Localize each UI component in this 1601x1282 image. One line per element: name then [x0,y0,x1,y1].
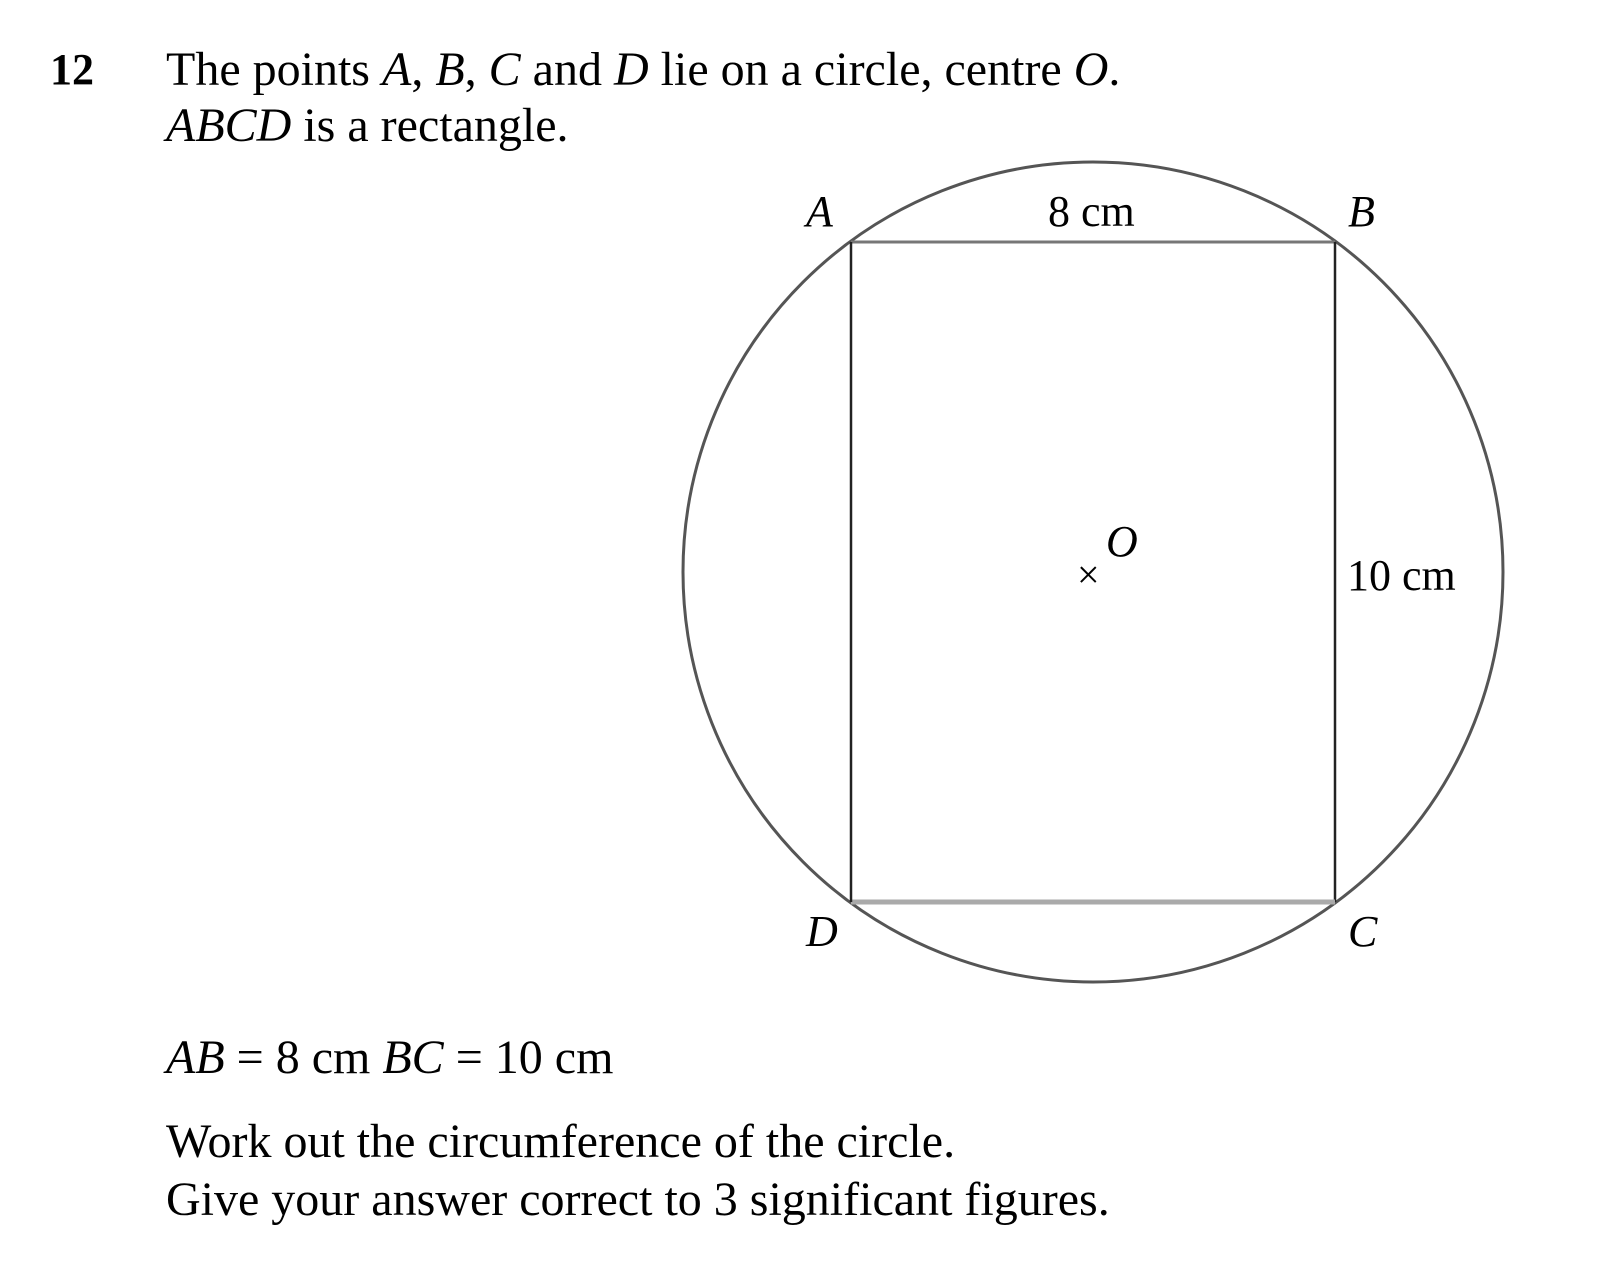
text-fragment: , [464,43,489,96]
rectangle-ref: ABCD [166,99,292,152]
precision-instruction: Give your answer correct to 3 significant figures. [166,1173,1110,1226]
ab-value: = 8 cm [224,1031,383,1084]
task-instruction: Work out the circumference of the circle. [166,1115,956,1168]
vertex-label-d: D [806,907,838,956]
side-bc-length: 10 cm [1347,551,1456,600]
ab-ref: AB [166,1031,225,1084]
centre-label-o: O [1106,517,1138,566]
bc-ref: BC [382,1031,444,1084]
text-fragment: and [520,43,614,96]
vertex-label-a: A [806,187,833,236]
text-fragment: . [1108,43,1121,96]
text-fragment: is a rectangle. [291,99,569,152]
question-number: 12 [50,45,94,94]
text-fragment: The points [166,43,382,96]
point-a-ref: A [381,43,412,96]
centre-cross-mark: × [1077,552,1100,597]
text-fragment: lie on a circle, centre [648,43,1074,96]
centre-o-ref: O [1073,43,1109,96]
point-b-ref: B [435,43,465,96]
vertex-label-c: C [1348,907,1378,956]
point-d-ref: D [613,43,649,96]
side-ab-length: 8 cm [1048,187,1135,236]
bc-value: = 10 cm [443,1031,614,1084]
vertex-label-b: B [1348,187,1375,236]
given-lengths [166,1030,613,1086]
text-fragment: , [411,43,436,96]
point-c-ref: C [488,43,521,96]
